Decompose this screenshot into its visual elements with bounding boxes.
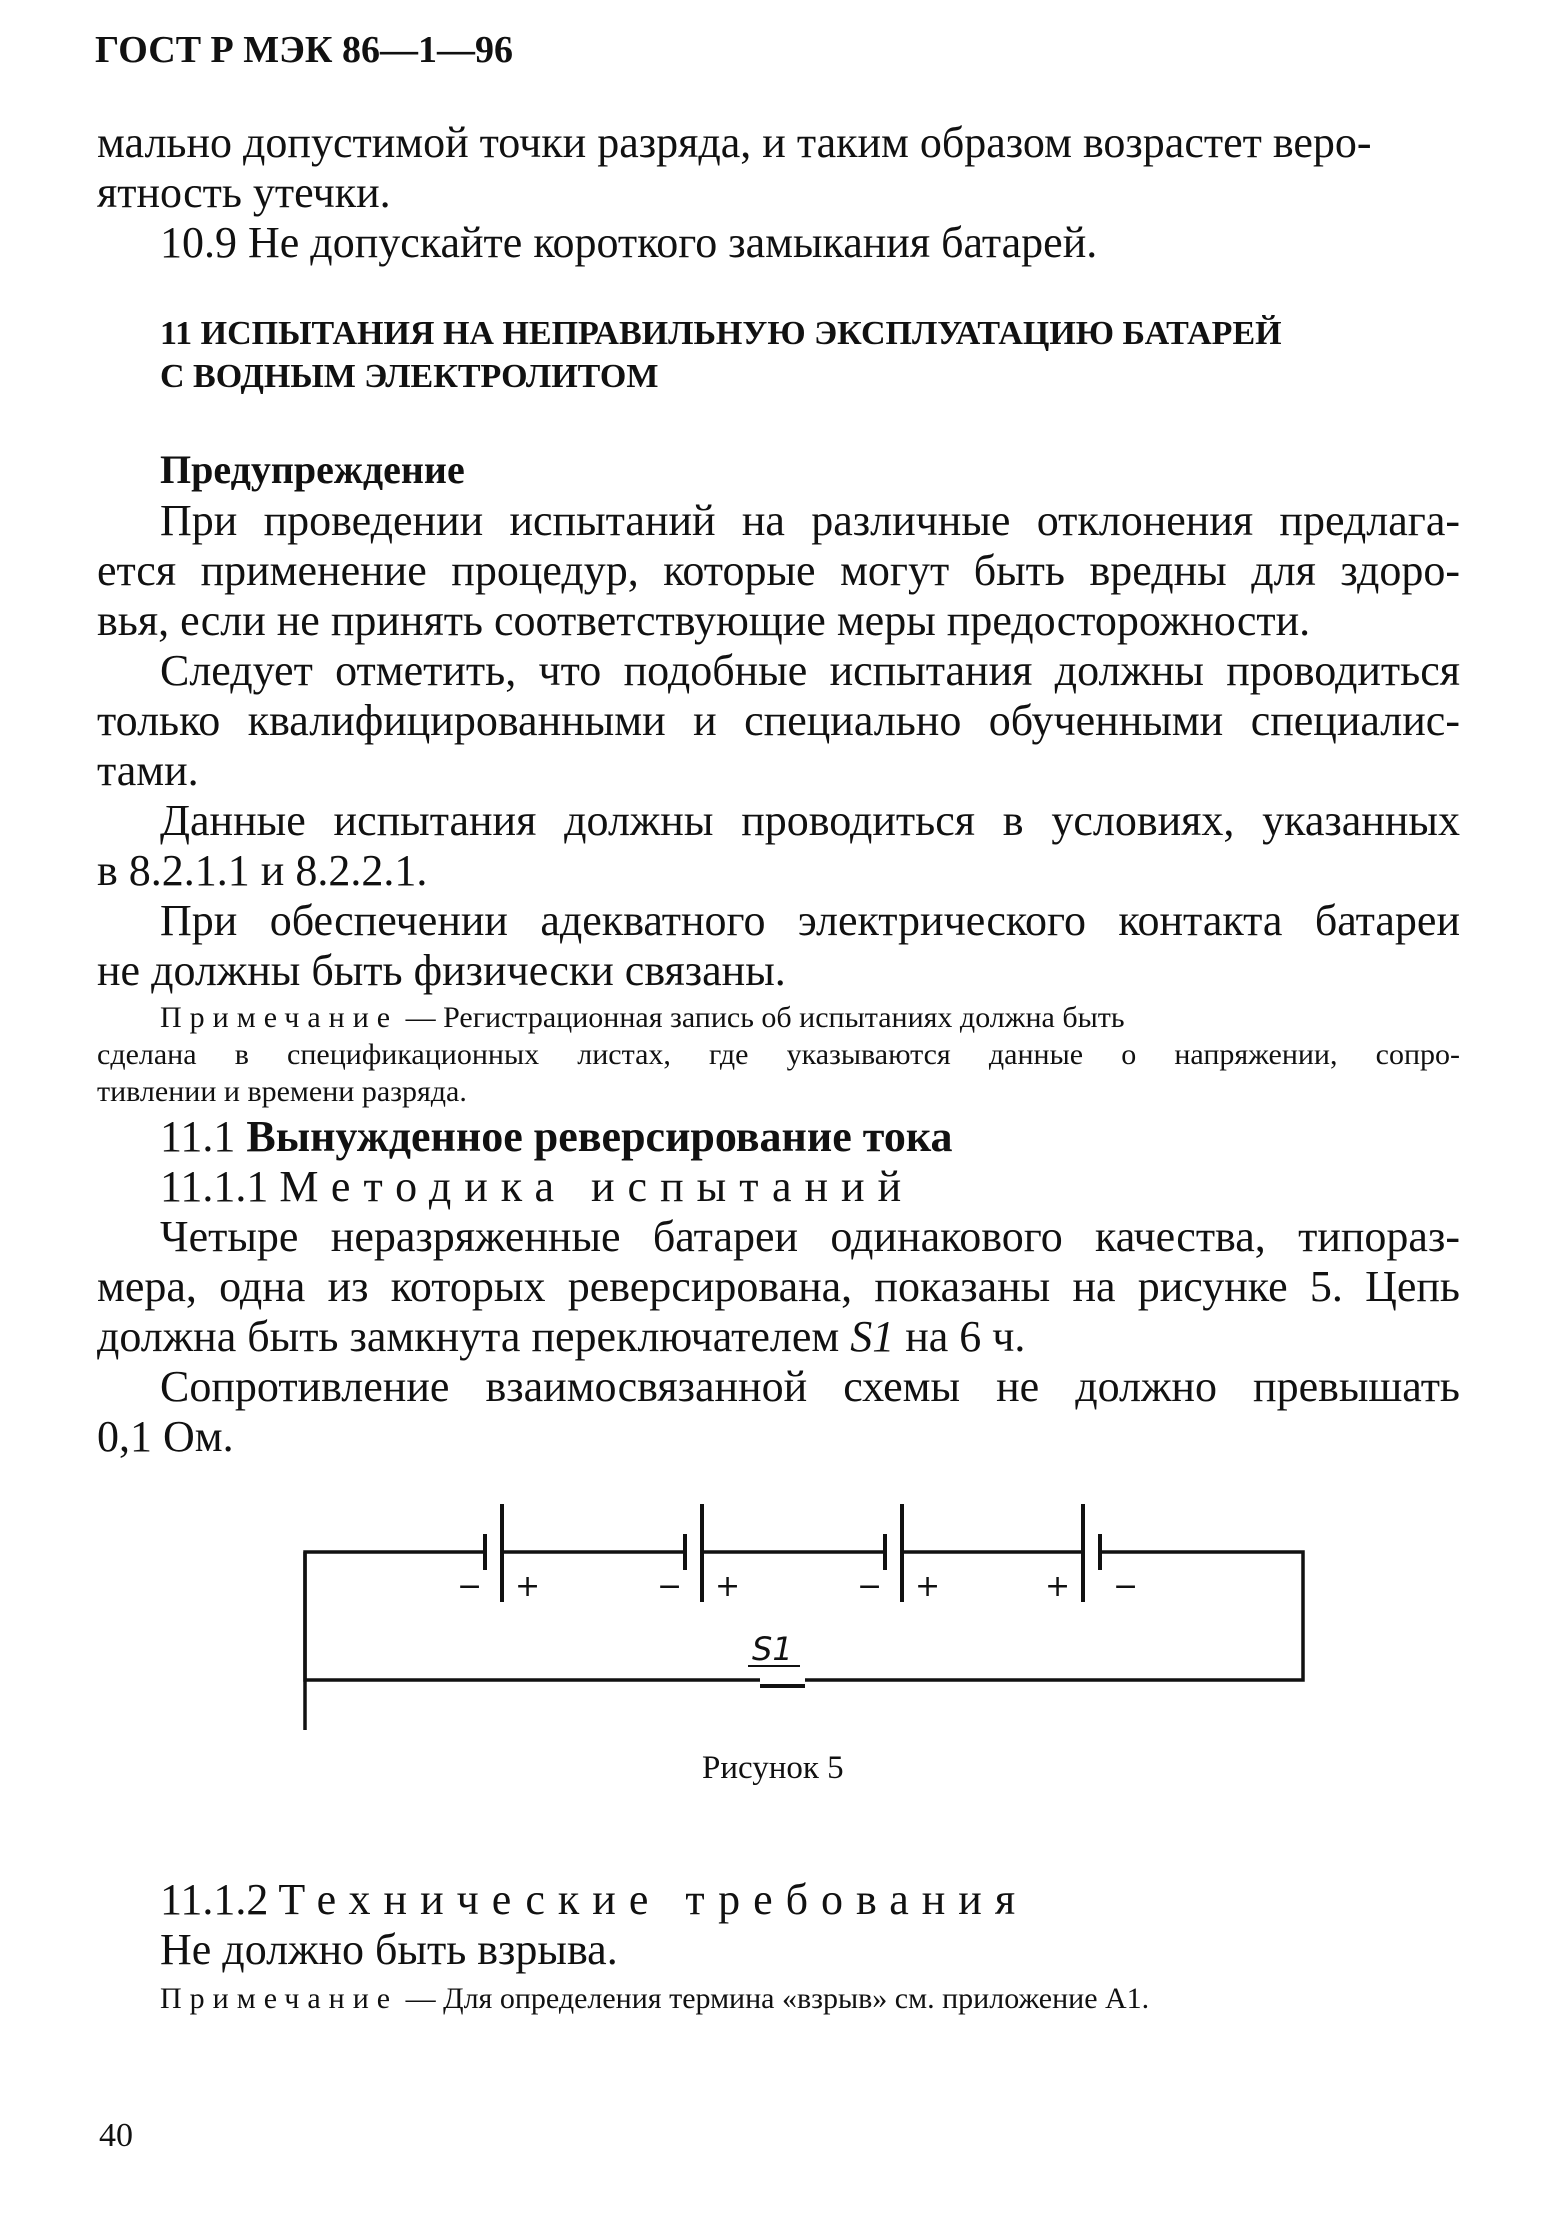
method-p2-line-1: Сопротивление взаимосвязанной схемы не должно превышать [160,1362,1460,1411]
clause-10-9: 10.9 Не допускайте короткого замыкания батарей. [160,218,1098,267]
cell-1-left-polarity: − [457,1569,483,1604]
section-11-1-heading [160,1112,953,1162]
method-p1-line-1: Четыре неразряженные батареи одинакового качества, типораз- [160,1212,1460,1261]
note-2-text: — Для определения термина «взрыв» см. приложение А1. [398,1982,1150,2015]
cell-3-left-polarity: − [857,1569,883,1604]
warning-p1-line-1: При проведении испытаний на различные отклонения предлага- [160,496,1460,545]
method-p1-line-3 [97,1312,1025,1362]
cell-4-left-polarity: + [1045,1569,1071,1604]
warning-p4-line-2: не должны быть физически связаны. [97,946,786,995]
cell-3-right-polarity: + [915,1569,941,1604]
switch-s1-label: S1 [752,1630,793,1668]
page-number: 40 [99,2117,133,2154]
note-1-text-1: — Регистрационная запись об испытаниях должна быть [398,1001,1125,1034]
section-11-1-1-heading [160,1162,914,1212]
note-1-line-2: сделана в спецификационных листах, где указываются данные о напряжении, сопро- [97,1038,1460,1071]
section-11-1-number: 11.1 [160,1112,247,1161]
note-1-label: Примечание [160,1001,399,1034]
section-11-1-2-heading [160,1875,1028,1925]
note-1-line-1 [160,1000,1125,1036]
circuit-diagram [290,1490,1340,1730]
note-2 [160,1981,1149,2017]
warning-p4-line-1: При обеспечении адекватного электрического контакта батареи [160,896,1460,945]
figure-caption: Рисунок 5 [702,1750,844,1786]
cell-2-left-polarity: − [657,1569,683,1604]
warning-title: Предупреждение [160,447,465,492]
note-1-line-3: тивлении и времени разряда. [97,1075,467,1108]
warning-p1-line-2: ется применение процедур, которые могут быть вредны для здоро- [97,546,1460,595]
method-p1-line-3-a: должна быть замкнута переключателем [97,1312,851,1361]
section-11-heading-line-2: С ВОДНЫМ ЭЛЕКТРОЛИТОМ [160,358,659,395]
cell-4-right-polarity: − [1113,1569,1139,1604]
warning-p2-line-2: только квалифицированными и специально обученными специалис- [97,696,1460,745]
continued-paragraph-line-2: ятность утечки. [97,168,391,217]
cell-1-right-polarity: + [515,1569,541,1604]
warning-p2-line-3: тами. [97,746,199,795]
warning-p2-line-1: Следует отметить, что подобные испытания должны проводиться [160,646,1460,695]
method-p1-line-3-b: на 6 ч. [894,1312,1026,1361]
cell-2-right-polarity: + [715,1569,741,1604]
section-11-1-2-number: 11.1.2 [160,1875,269,1924]
document-header: ГОСТ Р МЭК 86—1—96 [95,29,513,71]
section-11-1-title: Вынужденное реверсирование тока [246,1112,953,1161]
section-11-1-2-title: Технические требования [278,1875,1029,1924]
method-p2-line-2: 0,1 Ом. [97,1412,234,1461]
note-2-label: Примечание [160,1982,399,2015]
method-p1-line-2: мера, одна из которых реверсирована, показаны на рисунке 5. Цепь [97,1262,1460,1311]
section-11-1-1-title: Методика испытаний [279,1162,915,1211]
warning-p3-line-1: Данные испытания должны проводиться в условиях, указанных [160,796,1460,845]
continued-paragraph-line-1: мально допустимой точки разряда, и таким образом возрастет веро- [97,118,1372,167]
requirement-text: Не должно быть взрыва. [160,1925,618,1974]
switch-reference: S1 [850,1312,895,1361]
section-11-1-1-number: 11.1.1 [160,1162,280,1211]
warning-p3-line-2: в 8.2.1.1 и 8.2.2.1. [97,846,428,895]
section-11-heading-line-1: 11 ИСПЫТАНИЯ НА НЕПРАВИЛЬНУЮ ЭКСПЛУАТАЦИЮ БАТАРЕЙ [160,315,1282,352]
warning-p1-line-3: вья, если не принять соответствующие меры предосторожности. [97,596,1311,645]
